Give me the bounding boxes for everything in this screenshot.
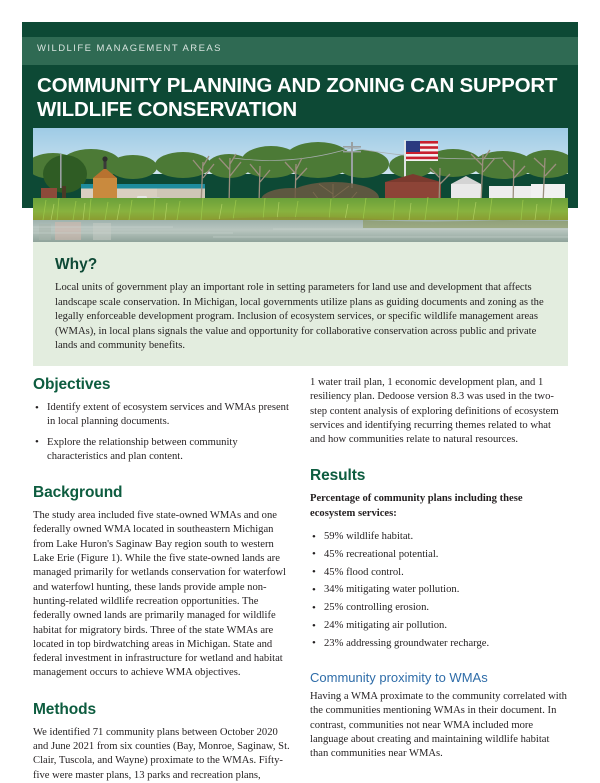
- list-item: • 45% recreational potential.: [310, 548, 568, 562]
- methods-body-part1: We identified 71 community plans between October 2020 and June 2021 from six counties (Bay, Monroe, Saginaw, St. Clair, Tuscola, and Wayne) proximate to the WMAs. Fifty-five were master plans, 13 parks and recreation plans,: [33, 726, 290, 781]
- results-heading: Results: [310, 467, 366, 485]
- methods-body-part2: 1 water trail plan, 1 economic development plan, and 1 resiliency plan. Dedoose version 8.3 was used in the two-step content analysis of exploring definitions of ecosystem services and identifying recurring themes related to what and how communities relate to natural resources.: [310, 377, 559, 446]
- methods-heading: Methods: [33, 700, 97, 718]
- objectives-heading: Objectives: [33, 376, 111, 393]
- proximity-body: Having a WMA proximate to the community correlated with the communities mentioning WMAs in their document. In contrast, communities not near WMA included more language about creating and maintaining wildlife habitat than communities near WMAs.: [310, 691, 567, 760]
- background-body: The study area included five state-owned WMAs and one federally owned WMA located in southeastern Michigan from Lake Huron's Saginaw Bay region south to western Lake Erie (Figure 1). While the five state-owned lands are managed primarily for wetlands conservation for waterfowl and waterfowl hunting, these lands provide ample non-hunting-related wildlife recreation opportunities. The federally owned lands are primarily managed for wildlife habitat for migratory birds. Three of the state WMAs are located in top birdwatching areas in Michigan. State and federal investment in infrastructure for wetland and habitat management occurs to achieve WMA objectives.: [33, 510, 286, 679]
- right-column: [310, 376, 568, 762]
- list-item: • 45% flood control.: [310, 566, 568, 580]
- wetland-photo-illustration: [33, 128, 568, 242]
- list-item: • Identify extent of ecosystem services and WMAs present in local planning documents.: [33, 401, 291, 430]
- why-body-text: Local units of government play an important role in setting parameters for land use and development that affects landscape scale conservation. In Michigan, local governments utilize plans as guiding documents and zoning as the legally enforceable development program. Inclusion of ecosystem services, or specific wildlife management areas (WMAs), in local plans signals the value and opportunity for collaborative conservation across public and private lands and community benefits.: [55, 282, 544, 352]
- page-title: COMMUNITY PLANNING AND ZONING CAN SUPPORT WILDLIFE CONSERVATION: [37, 74, 558, 121]
- why-heading: Why?: [55, 256, 98, 273]
- objectives-list: [33, 401, 291, 464]
- list-item: • 24% mitigating air pollution.: [310, 619, 568, 633]
- proximity-heading: Community proximity to WMAs: [310, 670, 488, 686]
- left-column: [33, 376, 291, 783]
- american-flag: [406, 141, 438, 161]
- why-callout-box: [33, 242, 568, 366]
- results-lead: Percentage of community plans including these ecosystem services:: [310, 493, 523, 519]
- hero-photograph: [33, 128, 568, 242]
- list-item: • 34% mitigating water pollution.: [310, 583, 568, 597]
- list-item: • 23% addressing groundwater recharge.: [310, 637, 568, 651]
- results-list: [310, 530, 568, 651]
- list-item: • 25% controlling erosion.: [310, 601, 568, 615]
- list-item: • Explore the relationship between community characteristics and plan content.: [33, 436, 291, 465]
- eyebrow-label: WILDLIFE MANAGEMENT AREAS: [37, 43, 222, 54]
- list-item: • 59% wildlife habitat.: [310, 530, 568, 544]
- background-heading: Background: [33, 484, 123, 502]
